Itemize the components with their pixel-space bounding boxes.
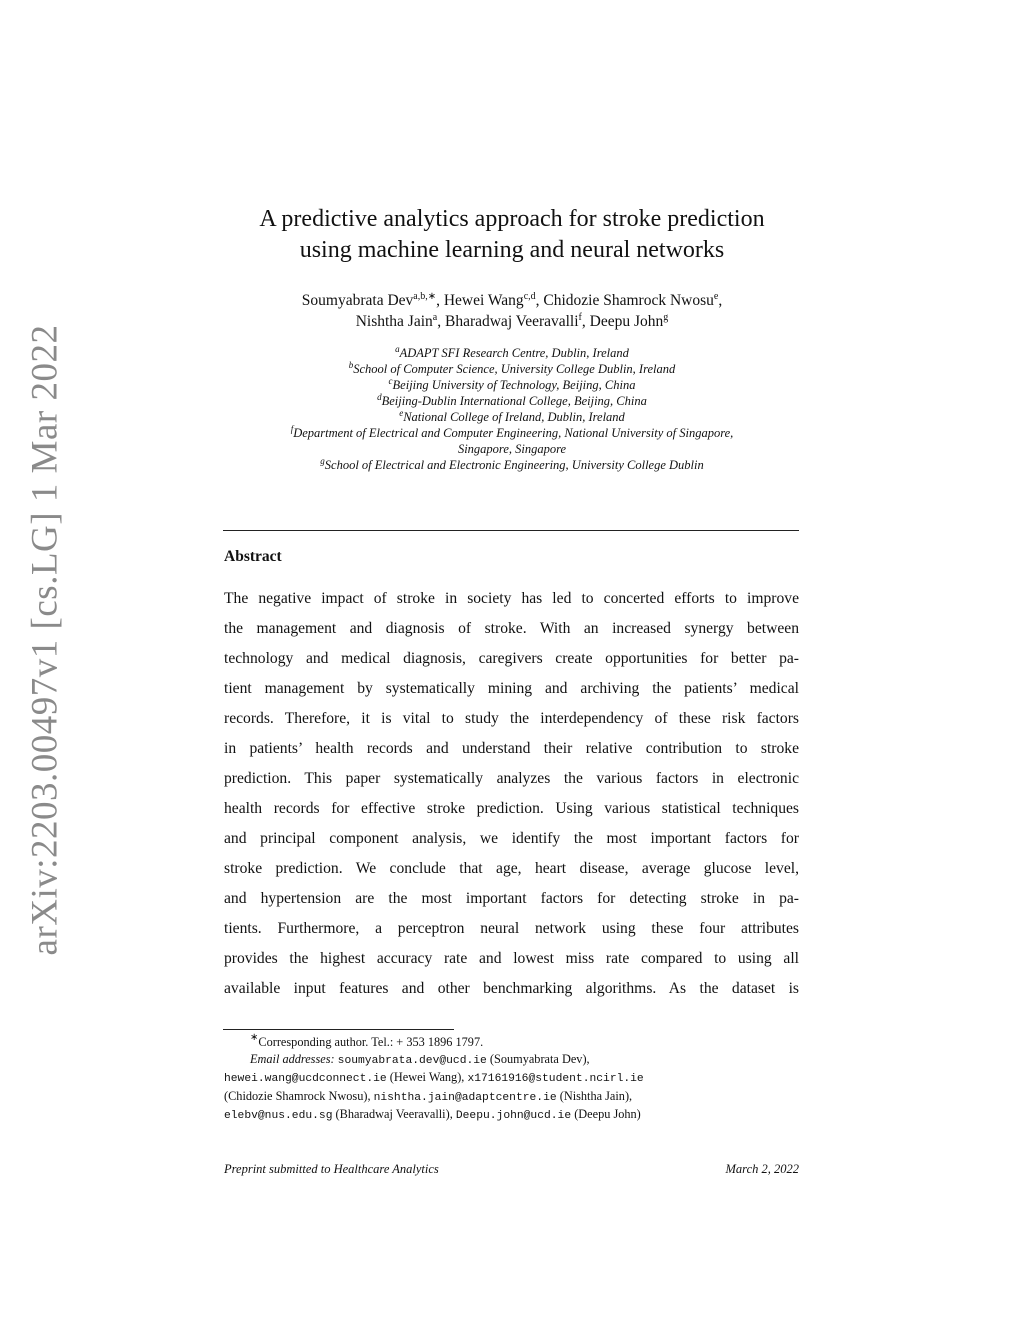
affiliation: $^f$Department of Electrical and Computer Engineering, National University of Singapore,	[290, 424, 734, 440]
abstract-line: prediction. This paper systematically analyzes the various factors in electronic	[224, 770, 799, 787]
author-name: Chidozie Shamrock Nwosu	[543, 292, 714, 309]
affiliation-continuation: Singapore, Singapore	[457, 442, 567, 456]
footnote-email-line: hewei.wang@ucdconnect.ie (Hewei Wang), x17161916@student.ncirl.ie	[224, 1070, 644, 1085]
abstract-line: records. Therefore, it is vital to study the interdependency of these risk factors	[224, 710, 799, 727]
email-link[interactable]: elebv@nus.edu.sg	[224, 1110, 333, 1122]
abstract-line: in patients’ health records and understand their relative contribution to stroke	[224, 740, 799, 757]
abstract-line: and hypertension are the most important factors for detecting stroke in pa-	[224, 890, 799, 907]
author-name: Soumyabrata Dev	[301, 292, 414, 309]
abstract-line: provides the highest accuracy rate and lowest miss rate compared to using all	[224, 950, 799, 967]
email-link[interactable]: hewei.wang@ucdconnect.ie	[224, 1073, 387, 1085]
affiliation-list	[200, 345, 824, 473]
author-sup: e	[713, 291, 719, 302]
abstract-body	[224, 584, 799, 1004]
abstract-line: health records for effective stroke prediction. Using various statistical techniques	[224, 800, 799, 817]
author-sup: a	[432, 312, 438, 323]
author-sup: f	[578, 312, 582, 323]
footnote-divider	[223, 1029, 454, 1030]
abstract-line: tients. Furthermore, a perceptron neural network using these four attributes	[224, 920, 799, 937]
paper-title	[200, 204, 824, 266]
abstract-line: tient management by systematically mining and archiving the patients’ medical	[224, 680, 799, 697]
abstract-line: The negative impact of stroke in society has led to concerted efforts to improve	[224, 590, 799, 607]
preprint-date: March 2, 2022	[725, 1162, 799, 1176]
author-name: Bharadwaj Veeravalli	[444, 313, 579, 330]
author-sup: g	[663, 312, 669, 323]
affiliation: $^b$School of Computer Science, University College Dublin, Ireland	[348, 360, 676, 376]
author-list	[200, 290, 824, 332]
affiliation: $^g$School of Electrical and Electronic Engineering, University College Dublin	[320, 456, 704, 472]
footnote-email-line: Email addresses: soumyabrata.dev@ucd.ie (Soumyabrata Dev),	[250, 1051, 590, 1067]
email-label: Email addresses:	[250, 1051, 335, 1066]
footnote-email-line: elebv@nus.edu.sg (Bharadwaj Veeravalli), Deepu.john@ucd.ie (Deepu John)	[224, 1107, 641, 1122]
author-name: Deepu John	[589, 313, 664, 330]
abstract-line: and principal component analysis, we identify the most important factors for	[224, 830, 799, 847]
footnote-corresponding: ∗Corresponding author. Tel.: + 353 1896 1797.	[250, 1032, 484, 1049]
arxiv-identifier-text: arXiv:2203.00497v1 [cs.LG] 1 Mar 2022	[24, 324, 66, 956]
affiliation: $^c$Beijing University of Technology, Beijing, China	[388, 376, 636, 392]
footnote-email-line: (Chidozie Shamrock Nwosu), nishtha.jain@adaptcentre.ie (Nishtha Jain),	[224, 1088, 633, 1104]
abstract-line: stroke prediction. We conclude that age, heart disease, average glucose level,	[224, 860, 799, 877]
abstract-heading: Abstract	[224, 548, 282, 565]
affiliation: $^e$National College of Ireland, Dublin, Ireland	[399, 408, 625, 424]
abstract-line: available input features and other benchmarking algorithms. As the dataset is	[224, 980, 799, 997]
email-link[interactable]: nishtha.jain@adaptcentre.ie	[373, 1091, 557, 1104]
author-name: Hewei Wang	[443, 292, 524, 309]
title-line-2: using machine learning and neural networks	[299, 237, 725, 263]
author-line-1: Soumyabrata Dev$^{a,b,∗}$, Hewei Wang$^{c,d}$, Chidozie Shamrock Nwosu$^e$,	[301, 291, 723, 309]
author-sup: a,b,∗	[413, 291, 437, 302]
title-line-1: A predictive analytics approach for stroke prediction	[259, 206, 765, 232]
email-link[interactable]: Deepu.john@ucd.ie	[455, 1110, 572, 1122]
footnote	[224, 1034, 804, 1125]
abstract-divider	[223, 530, 799, 531]
email-link[interactable]: x17161916@student.ncirl.ie	[467, 1073, 644, 1085]
abstract-line: technology and medical diagnosis, caregivers create opportunities for better pa-	[224, 650, 799, 667]
author-name: Nishtha Jain	[355, 313, 433, 330]
affiliation: $^d$Beijing-Dublin International College, Beijing, China	[377, 392, 647, 408]
preprint-note: Preprint submitted to Healthcare Analytics	[224, 1162, 439, 1176]
author-sup: c,d	[523, 291, 536, 302]
email-link[interactable]: soumyabrata.dev@ucd.ie	[337, 1054, 487, 1067]
affiliation: $^a$ADAPT SFI Research Centre, Dublin, Ireland	[395, 344, 629, 360]
abstract-line: the management and diagnosis of stroke. With an increased synergy between	[224, 620, 799, 637]
author-line-2: Nishtha Jain$^a$, Bharadwaj Veeravalli$^f$, Deepu John$^g$	[355, 312, 669, 330]
